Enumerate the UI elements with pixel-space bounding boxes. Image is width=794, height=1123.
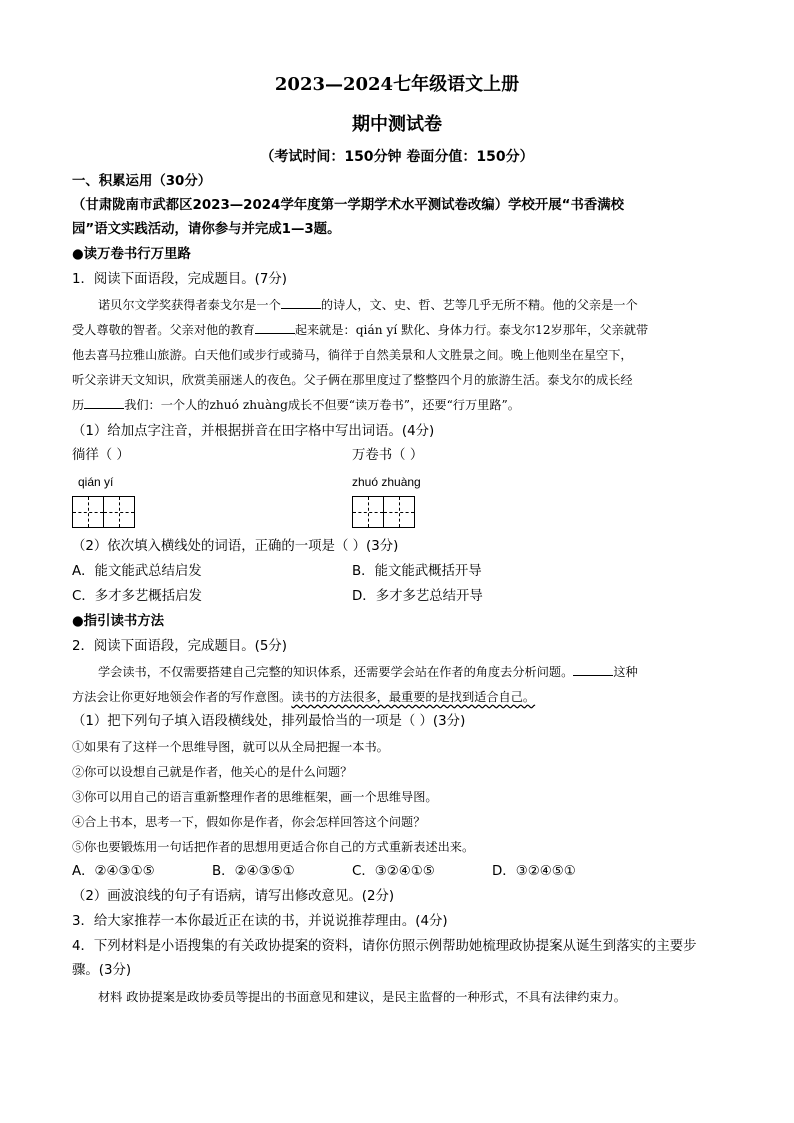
tianzige-cell[interactable] [72,496,104,528]
q2-option-b: B．②④③⑤① [212,864,295,879]
question-3: 3．给大家推荐一本你最近正在读的书，并说说推荐理由。(4分) [72,914,448,929]
q1-option-c: C．多才多艺概括启发 [72,589,202,604]
q1-word-left: 徜徉（ ） [72,448,130,463]
question-1-stem: 1．阅读下面语段，完成题目。(7分) [72,272,287,287]
q4-material: 材料 政协提案是政协委员等提出的书面意见和建议，是民主监督的一种形式，不具有法律约束力。 [98,990,626,1004]
q2-option-d: D．③②④⑤① [492,864,576,879]
pinyin-left: qián yí [78,475,114,489]
q2-passage-line: 学会读书，不仅需要搭建自己完整的知识体系，还需要学会站在作者的角度去分析问题。 这种 [72,660,730,686]
q1-option-d: D．多才多艺总结开导 [352,589,483,604]
question-4-line1: 4．下列材料是小语搜集的有关政协提案的资料，请你仿照示例帮助她梳理政协提案从诞生到落实的主要步 [72,939,697,954]
q2-sentence: ①如果有了这样一个思维导图，就可以从全局把握一本书。 [72,740,389,754]
section-intro-line2: 园”语文实践活动，请你参与并完成1—3题。 [72,222,341,237]
q1-passage-line: 他去喜马拉雅山旅游。白天他们或步行或骑马，徜徉于自然美景和人文胜景之间。晚上他则坐在星空下， [72,348,633,362]
section-intro-line1: （甘肃陇南市武都区2023—2024学年度第一学期学术水平测试卷改编）学校开展“书香满校 [72,198,625,213]
q2-sentence: ③你可以用自己的语言重新整理作者的思维框架，画一个思维导图。 [72,790,438,804]
q1-option-a: A．能文能武总结启发 [72,564,202,579]
pinyin-right: zhuó zhuàng [352,475,421,489]
q2-sub1: （1）把下列句子填入语段横线处，排列最恰当的一项是（ ）(3分) [72,714,466,729]
q2-sentence: ②你可以设想自己就是作者，他关心的是什么问题？ [72,765,353,779]
answer-blank [84,395,124,409]
answer-blank [281,295,321,309]
exam-info: （考试时间：150分钟 卷面分值：150分） [260,149,534,165]
q1-word-right: 万卷书（ ） [352,448,424,463]
tianzige-cell[interactable] [352,496,384,528]
answer-blank [255,320,295,334]
subsection-heading-2: ●指引读书方法 [72,614,165,629]
q1-passage-line: 听父亲讲天文知识，欣赏美丽迷人的夜色。父子俩在那里度过了整整四个月的旅游生活。泰戈尔的成长经 [72,373,633,387]
tianzige-cell[interactable] [103,496,135,528]
question-4-line2: 骤。(3分) [72,963,132,978]
tianzige-cell[interactable] [383,496,415,528]
exam-subtitle: 期中测试卷 [352,114,442,135]
q1-sub1: （1）给加点字注音，并根据拼音在田字格中写出词语。(4分) [72,424,435,439]
wavy-underlined-sentence: 读书的方法很多，最重要的是找到适合自己。 [291,690,536,704]
answer-blank [573,662,613,676]
question-2-stem: 2．阅读下面语段，完成题目。(5分) [72,639,287,654]
q1-passage-line: 受人尊敬的智者。父亲对他的教育 起来就是：qián yí 默化、身体力行。泰戈尔12岁那年，父亲就带 [72,318,730,344]
q1-passage-line: 诺贝尔文学奖获得者泰戈尔是一个 的诗人，文、史、哲、艺等几乎无所不精。他的父亲是一个 [72,293,730,319]
q2-sub2: （2）画波浪线的句子有语病，请写出修改意见。(2分) [72,889,395,904]
q2-option-a: A．②④③①⑤ [72,864,155,879]
q1-option-b: B．能文能武概括开导 [352,564,482,579]
section-heading: 一、积累运用（30分） [72,174,212,189]
q1-passage-line: 历 我们：一个人的zhuó zhuàng成长不但要“读万卷书”，还要“行万里路”。 [72,393,730,419]
tianzige-grid-left[interactable] [72,496,134,528]
exam-title: 2023—2024七年级语文上册 [274,74,520,95]
q2-sentence: ⑤你也要锻炼用一句话把作者的思想用更适合你自己的方式重新表述出来。 [72,840,475,854]
q2-sentence: ④合上书本，思考一下，假如你是作者，你会怎样回答这个问题？ [72,815,426,829]
q2-passage-line: 方法会让你更好地领会作者的写作意图。读书的方法很多，最重要的是找到适合自己。 [72,690,536,704]
tianzige-grid-right[interactable] [352,496,414,528]
subsection-heading-1: ●读万卷书行万里路 [72,247,191,262]
q1-sub2: （2）依次填入横线处的词语，正确的一项是（ ）(3分) [72,539,399,554]
q2-option-c: C．③②④①⑤ [352,864,435,879]
